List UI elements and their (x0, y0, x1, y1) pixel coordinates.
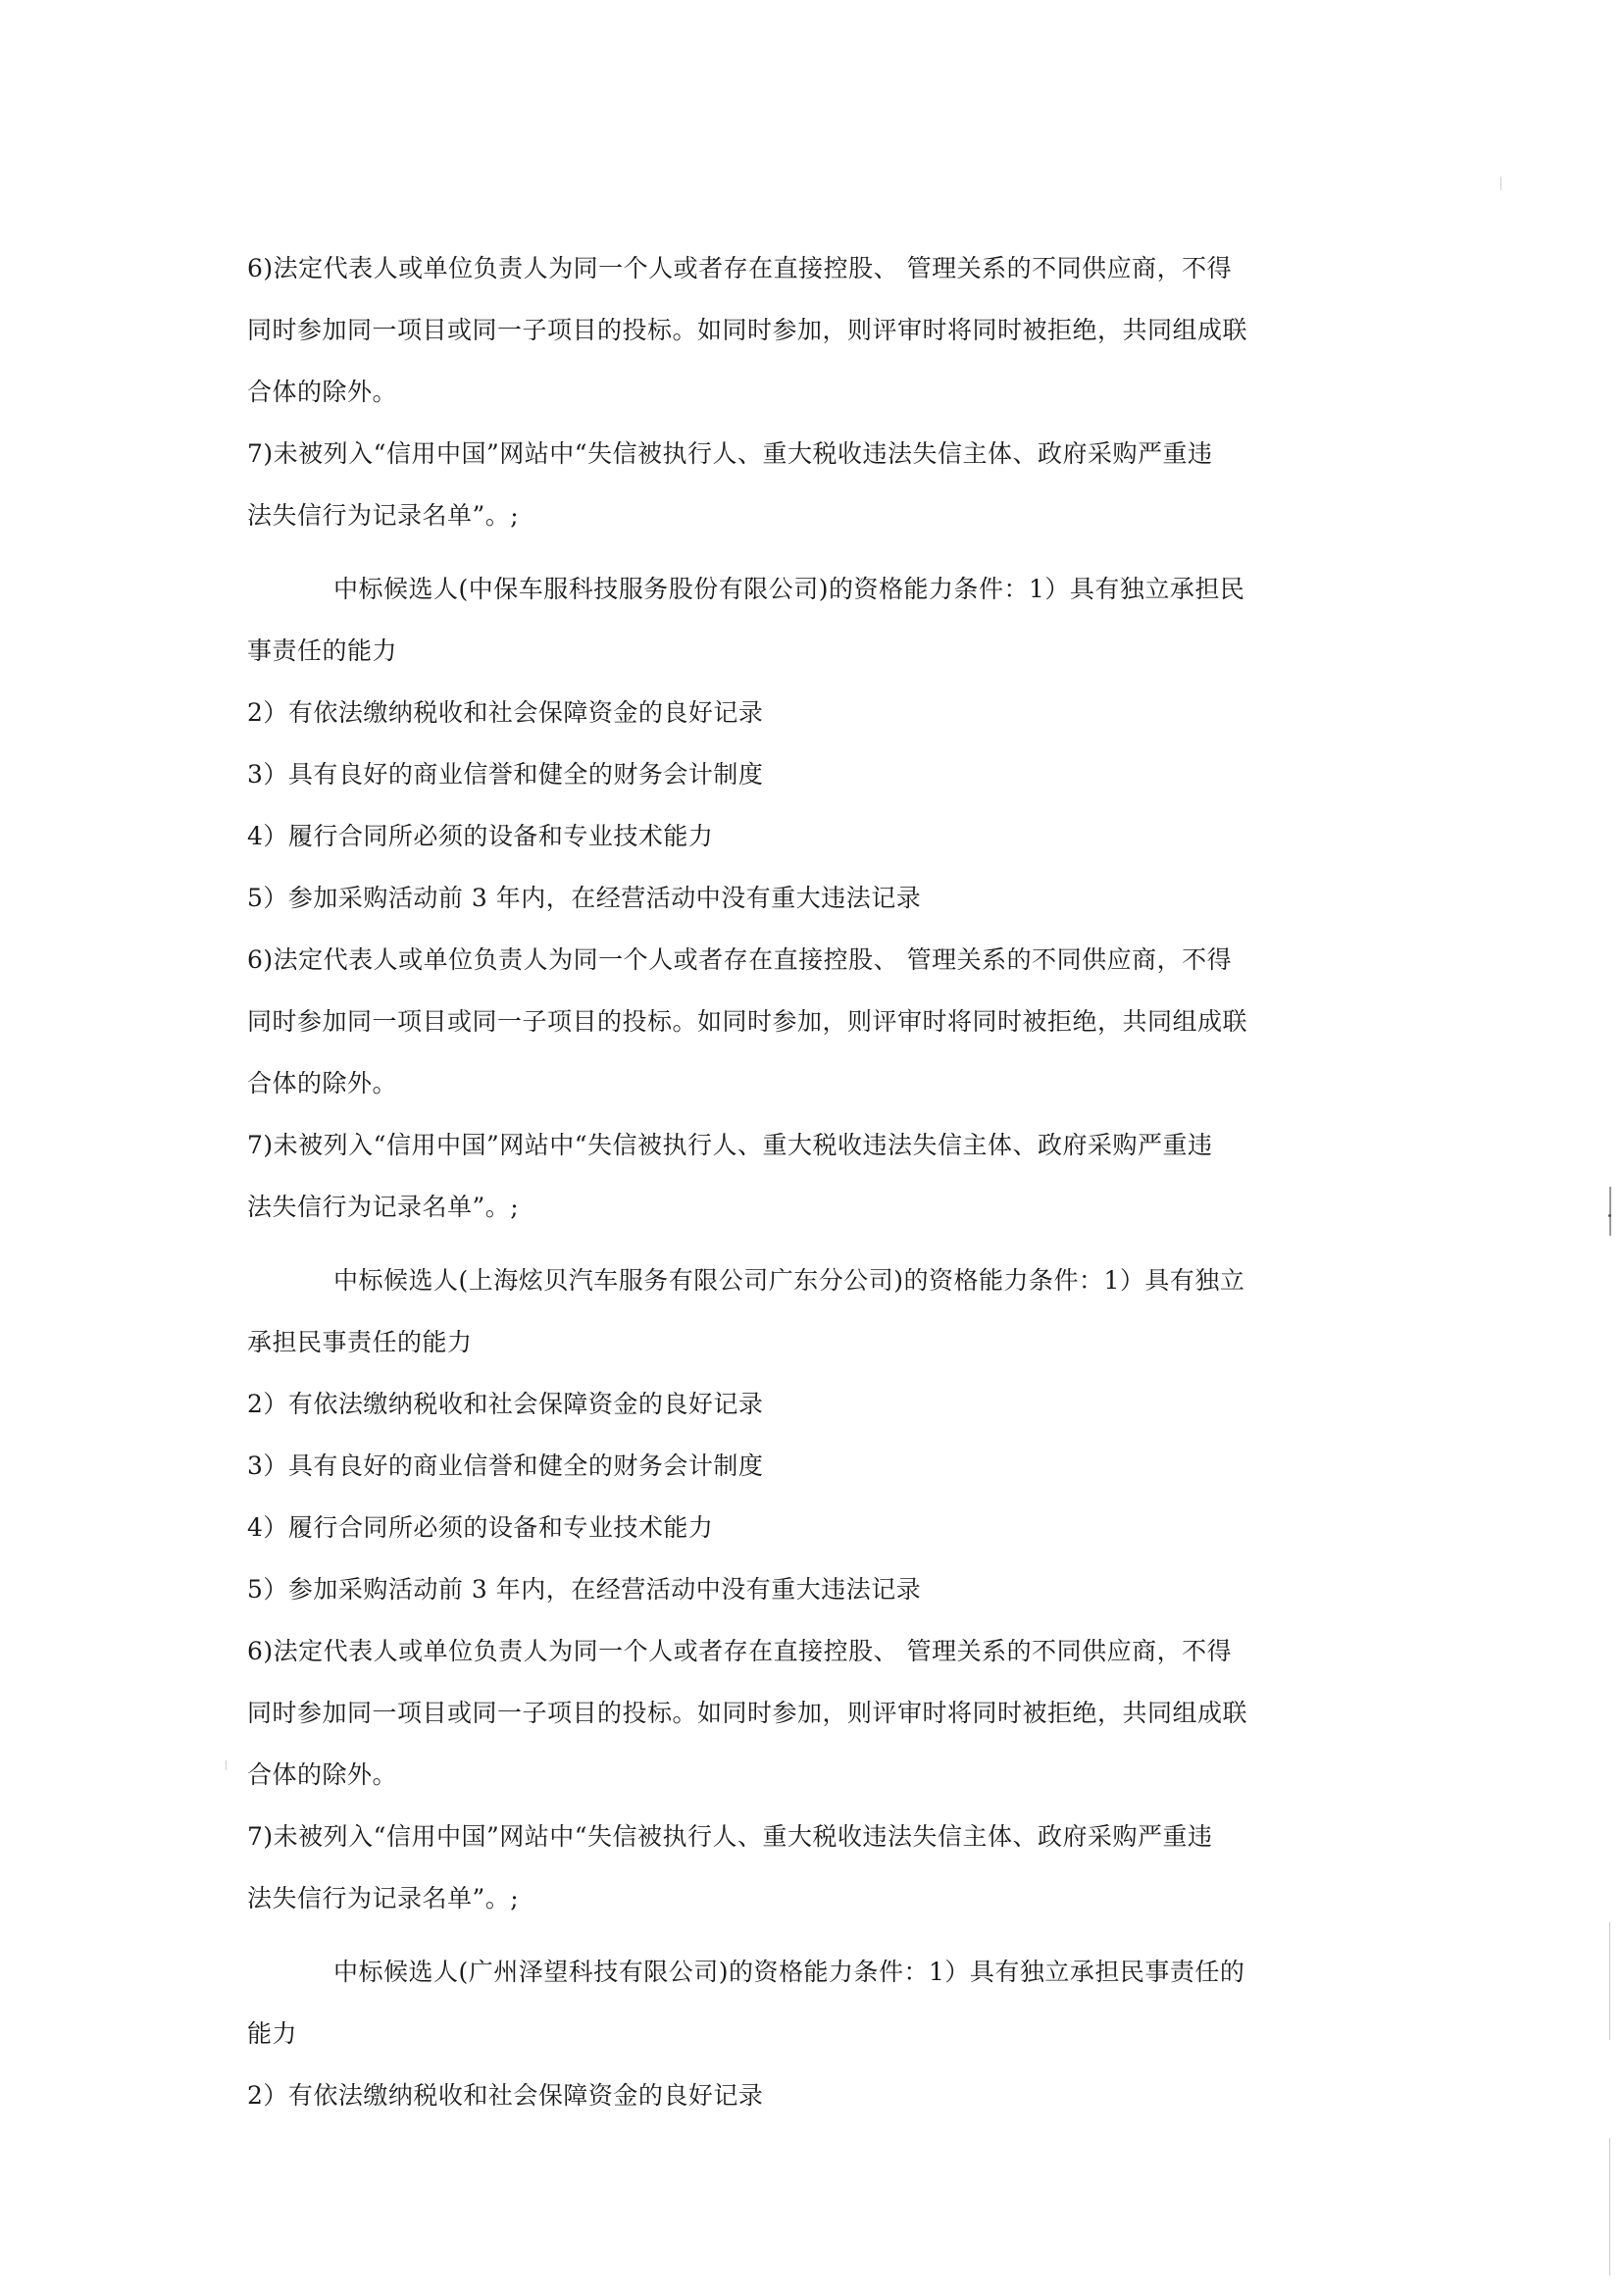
text-line: 合体的除外。 (247, 1069, 398, 1097)
text-line: 法失信行为记录名单”。; (247, 1193, 520, 1221)
text-line: 6)法定代表人或单位负责人为同一个人或者存在直接控股、 管理关系的不同供应商，不得 (247, 254, 1233, 282)
text-line: 合体的除外。 (247, 378, 398, 406)
scan-artifact (1609, 2138, 1610, 2275)
candidate-paragraph: 中标候选人(广州泽望科技有限公司)的资格能力条件：1）具有独立承担民事责任的 (333, 1958, 1245, 1986)
scan-artifact (1609, 1187, 1611, 1236)
document-body (247, 237, 1345, 2126)
scan-artifact (1500, 177, 1501, 190)
text-line: 5）参加采购活动前 3 年内，在经营活动中没有重大违法记录 (247, 884, 922, 912)
text-line: 7)未被列入“信用中国”网站中“失信被执行人、重大税收违法失信主体、政府采购严重违 (247, 439, 1213, 468)
text-line: 2）有依法缴纳税收和社会保障资金的良好记录 (247, 2081, 764, 2110)
text-line: 3）具有良好的商业信誉和健全的财务会计制度 (247, 1452, 764, 1480)
text-line: 5）参加采购活动前 3 年内，在经营活动中没有重大违法记录 (247, 1575, 922, 1604)
text-line: 能力 (247, 2019, 298, 2048)
text-line: 同时参加同一项目或同一子项目的投标。如同时参加，则评审时将同时被拒绝，共同组成联 (247, 316, 1248, 344)
candidate-paragraph: 中标候选人(中保车服科技服务股份有限公司)的资格能力条件：1）具有独立承担民 (333, 575, 1245, 603)
text-line: 7)未被列入“信用中国”网站中“失信被执行人、重大税收违法失信主体、政府采购严重违 (247, 1131, 1213, 1159)
text-line: 2）有依法缴纳税收和社会保障资金的良好记录 (247, 698, 764, 727)
scan-artifact (226, 1760, 227, 1770)
scan-artifact (1609, 1922, 1610, 2040)
text-line: 3）具有良好的商业信誉和健全的财务会计制度 (247, 760, 764, 789)
text-line: 承担民事责任的能力 (247, 1328, 473, 1356)
text-line: 4）履行合同所必须的设备和专业技术能力 (247, 1513, 714, 1542)
text-line: 7)未被列入“信用中国”网站中“失信被执行人、重大税收违法失信主体、政府采购严重违 (247, 1822, 1213, 1851)
text-line: 法失信行为记录名单”。; (247, 1884, 520, 1912)
text-line: 合体的除外。 (247, 1760, 398, 1789)
scan-artifact (1608, 1214, 1611, 1217)
candidate-paragraph: 中标候选人(上海炫贝汽车服务有限公司广东分公司)的资格能力条件：1）具有独立 (333, 1266, 1245, 1295)
text-line: 同时参加同一项目或同一子项目的投标。如同时参加，则评审时将同时被拒绝，共同组成联 (247, 1699, 1248, 1727)
text-line: 6)法定代表人或单位负责人为同一个人或者存在直接控股、 管理关系的不同供应商，不得 (247, 945, 1233, 974)
text-line: 同时参加同一项目或同一子项目的投标。如同时参加，则评审时将同时被拒绝，共同组成联 (247, 1007, 1248, 1036)
text-line: 2）有依法缴纳税收和社会保障资金的良好记录 (247, 1390, 764, 1418)
text-line: 事责任的能力 (247, 637, 398, 665)
text-line: 6)法定代表人或单位负责人为同一个人或者存在直接控股、 管理关系的不同供应商，不得 (247, 1637, 1233, 1665)
text-line: 法失信行为记录名单”。; (247, 501, 520, 530)
text-line: 4）履行合同所必须的设备和专业技术能力 (247, 822, 714, 850)
